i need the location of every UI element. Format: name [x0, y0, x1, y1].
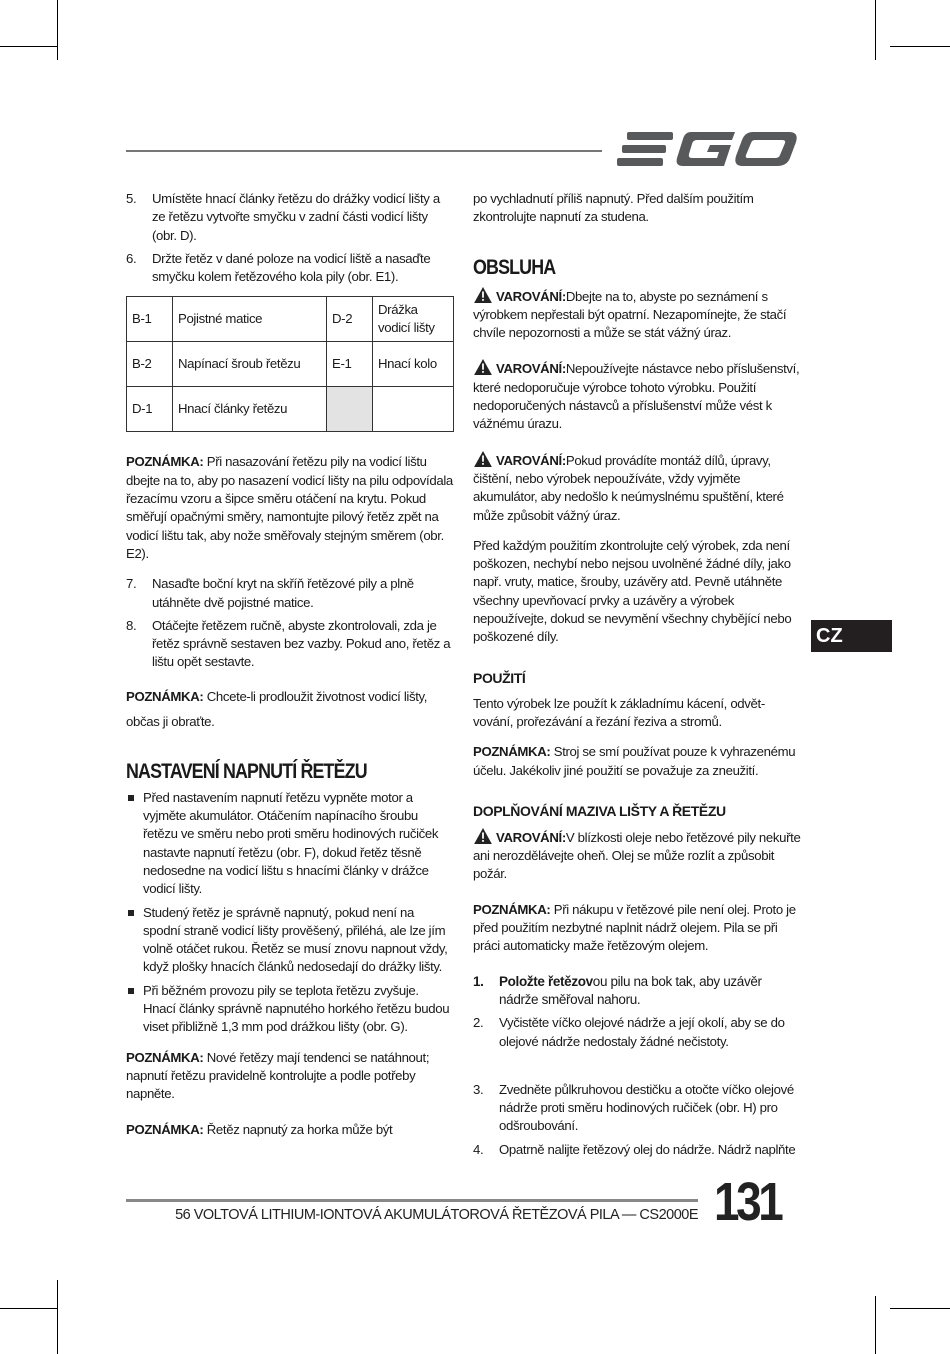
- footer-title: 56 VOLTOVÁ LITHIUM-IONTOVÁ AKUMULÁTOROVÁ ŘETĚZOVÁ PILA — CS2000E: [175, 1207, 698, 1223]
- list-item: 2. Vyčistěte víčko olejové nádrže a její okolí, aby se do olejové nádrže nedostaly žádné nečistoty.: [473, 1015, 785, 1049]
- subheading: POUŽITÍ: [473, 669, 526, 686]
- list-item: Studený řetěz je správně napnutý, pokud není na spodní straně vodicí lišty prověšený, přiléhá, ale lze jím volně otáčet rukou. Řetěz se musí znovu napnout vždy, když plošky hnacích článků nedosedají do drážky lišty.: [126, 904, 454, 977]
- section-heading: OBSLUHA: [473, 255, 556, 279]
- table-row: B-2 Napínací šroub řetězu E-1 Hnací kolo: [127, 342, 454, 387]
- left-column: [126, 190, 454, 1139]
- parts-table: [126, 296, 454, 432]
- crop-mark: [875, 0, 876, 60]
- crop-mark: [890, 46, 950, 47]
- ego-logo: [617, 126, 799, 177]
- crop-mark: [875, 1296, 876, 1354]
- note: POZNÁMKA: Chcete-li prodloužit životnost vodicí lišty, občas ji obraťte.: [126, 688, 428, 729]
- list-item: 3. Zvedněte půlkruhovou destičku a otočte víčko olejové nádrže proti směru hodinových ručiček (obr. H) pro odšroubování.: [473, 1081, 794, 1134]
- bullet-icon: [128, 988, 134, 994]
- list-item: 4. Opatrně nalijte řetězový olej do nádrže. Nádrž naplňte: [473, 1141, 796, 1157]
- header-rule: [126, 150, 602, 152]
- crop-mark: [57, 0, 58, 60]
- list-item: 8. Otáčejte řetězem ručně, abyste zkontrolovali, zda je řetěz správně sestaven bez vazby. Pokud ano, řetěz a lištu opět sestavte.: [126, 617, 451, 670]
- warning: VAROVÁNÍ:Pokud provádíte montáž dílů, úpravy, čištění, nebo výrobek nepoužíváte, vždy vyjměte akumulátor, aby nedošlo k neúmyslnému spuštění, které může způsobit vážný úraz.: [473, 452, 784, 523]
- subheading: DOPLŇOVÁNÍ MAZIVA LIŠTY A ŘETĚZU: [473, 802, 726, 819]
- crop-mark: [57, 1280, 58, 1354]
- footer-rule: [126, 1199, 698, 1202]
- table-row: B-1 Pojistné matice D-2 Drážka vodicí lišty: [127, 297, 454, 342]
- note: POZNÁMKA: Při nasazování řetězu pily na vodicí lištu dbejte na to, aby po nasazení vodicí lišty na pilu odpovídala řezacímu vzoru a šipce směru otáčení na krytu. Pokud směřují opačnými směry, namontujte pilový řetěz zpět na vodicí lištu tak, aby nože směřovaly stejným směrem (obr. E2).: [126, 454, 453, 561]
- list-item: 7. Nasaďte boční kryt na skříň řetězové pily a plně utáhněte dvě pojistné matice.: [126, 576, 414, 610]
- note: POZNÁMKA: Stroj se smí používat pouze k vyhrazenému účelu. Jakékoliv jiné použití se považuje za zneužití.: [473, 744, 796, 778]
- crop-mark: [0, 1308, 58, 1309]
- warning: VAROVÁNÍ:Dbejte na to, abyste po seznámení s výrobkem nepřestali být opatrní. Nezapomínejte, že stačí chvíle nepozornosti a může se stát vážný úraz.: [473, 288, 787, 341]
- list-item: 6. Držte řetěz v dané poloze na vodicí liště a nasaďte smyčku kolem řetězového kola pily (obr. E1).: [126, 250, 431, 285]
- note: POZNÁMKA: Nové řetězy mají tendenci se natáhnout; napnutí řetězu pravidelně kontrolujte a podle potřeby napněte.: [126, 1049, 430, 1102]
- warning: VAROVÁNÍ:V blízkosti oleje nebo řetězové pily nekuřte ani nerozdělávejte oheň. Olej se může rozlít a způsobit požár.: [473, 829, 801, 882]
- right-column: po vychladnutí příliš napnutý. Před dalším použitím zkontrolujte napnutí za studena. OBSLUHA VAROVÁNÍ:Dbejte na to, abyste po seznámení s výrobkem nepřestali být opatrní. Nezapomínejte, že stačí chvíle nepozornosti a může se stát vážný úraz. VAROVÁNÍ:Nepoužívejte nástavce nebo příslušenství, které nedoporučuje výrobce tohoto výrobku. Použití nedoporučených nástavců a příslušenství může vést k vážnému úrazu. VAROVÁNÍ:Pokud provádíte montáž dílů, úpravy, čištění, nebo výrobek nepoužíváte, vždy vyjměte akumulátor, aby nedošlo k neúmyslnému spuštění, které může způsobit vážný úraz. Před každým použitím zkontrolujte celý výrobek, zda není poškozen, nechybí nebo nejsou uvolněné žádné díly, jako např. vruty, matice, šrouby, uzávěry atd. Pevně utáhněte všechny upevňovací prvky a uzávěry a výrobek nepoužívejte, dokud se nevymění všechny chybějící nebo poškozené díly. POUŽITÍ Tento výrobek lze použít k základnímu kácení, odvět-vování, prořezávání a řezání řeziva a stromů. POZNÁMKA: Stroj se smí používat pouze k vyhrazenému účelu. Jakékoliv jiné použití se považuje za zneužití. DOPLŇOVÁNÍ MAZIVA LIŠTY A ŘETĚZU VAROVÁNÍ:V blízkosti oleje nebo řetězové pily nekuřte ani nerozdělávejte oheň. Olej se může rozlít a způsobit požár. POZNÁMKA: Při nákupu v řetězové pile není olej. Proto je před použitím nezbytné naplnit nádrž olejem. Pila se při práci automaticky maže řetězovým olejem. 1. Položte řetězovou pilu na bok tak, aby uzávěr nádrže směřoval nahoru. 2. Vyčistěte víčko olejové nádrže a její okolí, aby se do olejové nádrže nedostaly žádné nečistoty. 3. Zvedněte půlkruhovou destičku a otočte víčko olejové nádrže proti směru hodinových ručiček (obr. H) pro odšroubování. 4. Opatrně nalijte řetězový olej do nádrže. Nádrž naplňte: [473, 190, 803, 1159]
- table-row: D-1 Hnací články řetězu: [127, 387, 454, 432]
- list-item: Při běžném provozu pily se teplota řetězu zvyšuje. Hnací články správně napnutého horkého řetězu budou viset přibližně 1,3 mm pod drážkou lišty (obr. G).: [126, 982, 454, 1037]
- list-item: Před nastavením napnutí řetězu vypněte motor a vyjměte akumulátor. Otáčením napínacího šroubu řetězu ve směru nebo proti směru hodinových ručiček nastavte napnutí řetězu (obr. F), dokud řetěz těsně nedosedne na vodicí lištu s hnacími články v drážce vodicí lišty.: [126, 789, 454, 899]
- warning-icon: [473, 287, 493, 303]
- section-heading: NASTAVENÍ NAPNUTÍ ŘETĚZU: [126, 759, 367, 783]
- warning-icon: [473, 359, 493, 375]
- crop-mark: [890, 1308, 950, 1309]
- warning-icon: [473, 451, 493, 467]
- bullet-icon: [128, 795, 134, 801]
- list-item: 1. Položte řetězovou pilu na bok tak, aby uzávěr nádrže směřoval nahoru.: [473, 973, 762, 1007]
- bullet-icon: [128, 910, 134, 916]
- warning-icon: [473, 828, 493, 844]
- list-item: 5. Umístěte hnací články řetězu do drážky vodicí lišty a ze řetězu vytvořte smyčku v zadní části vodicí lišty (obr. D).: [126, 191, 440, 243]
- warning: VAROVÁNÍ:Nepoužívejte nástavce nebo příslušenství, které nedoporučuje výrobce tohoto výrobku. Použití nedoporučených nástavců a příslušenství může vést k vážnému úrazu.: [473, 361, 800, 432]
- page-number: 131: [714, 1172, 781, 1232]
- crop-mark: [0, 46, 58, 47]
- note: POZNÁMKA: Řetěz napnutý za horka může být: [126, 1121, 393, 1137]
- language-tab: CZ: [811, 620, 892, 652]
- note: POZNÁMKA: Při nákupu v řetězové pile není olej. Proto je před použitím nezbytné naplnit nádrž olejem. Pila se při práci automaticky maže řetězovým olejem.: [473, 901, 796, 954]
